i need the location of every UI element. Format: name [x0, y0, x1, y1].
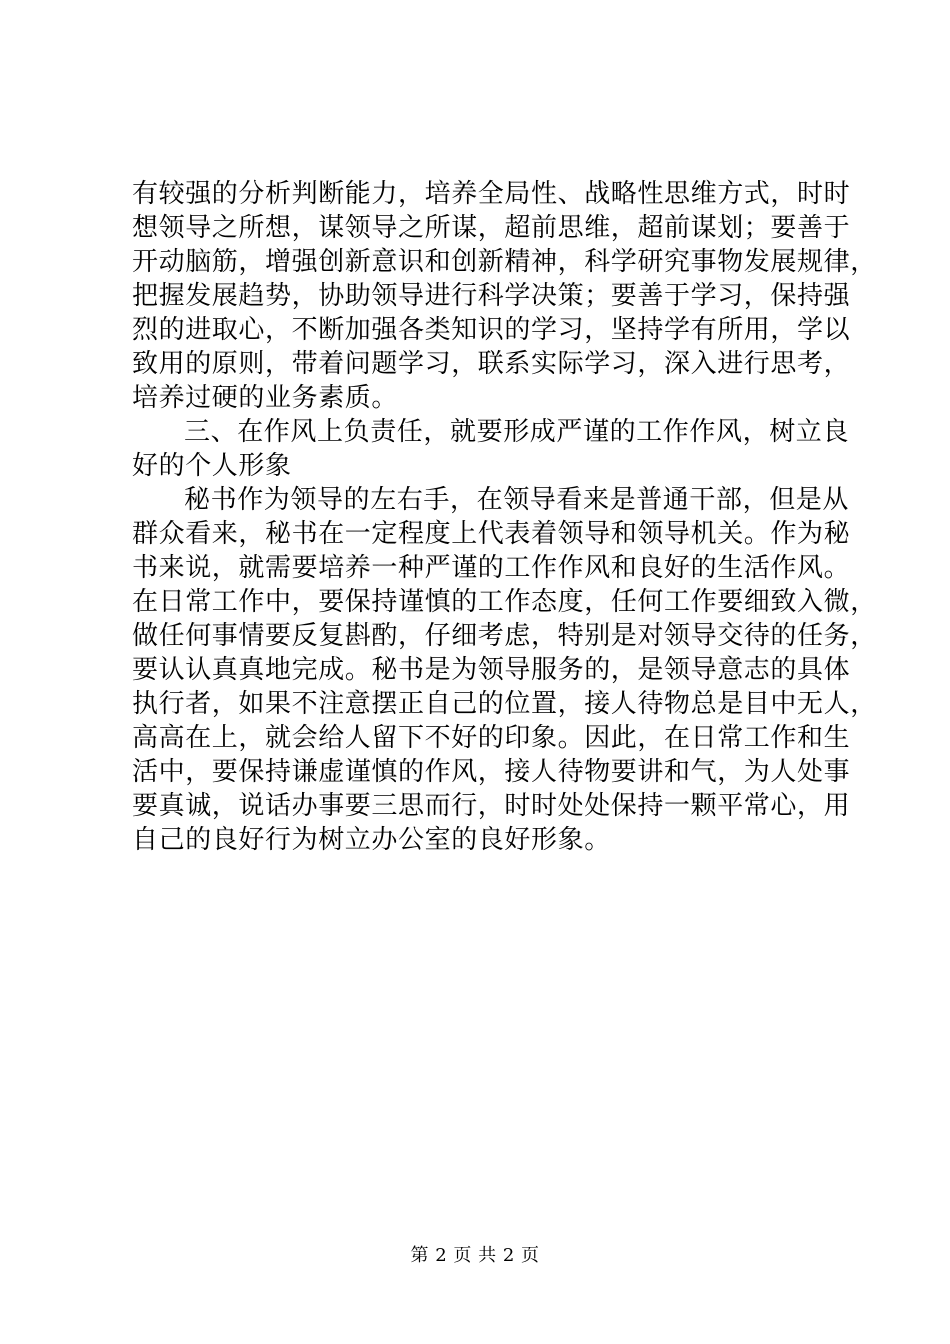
body-line: 把握发展趋势，协助领导进行科学决策；要善于学习，保持强 [132, 281, 851, 311]
body-line: 有较强的分析判断能力，培养全局性、战略性思维方式，时时 [132, 179, 851, 209]
section-heading-line: 三、在作风上负责任，就要形成严谨的工作作风，树立良 [184, 417, 850, 447]
body-line: 执行者，如果不注意摆正自己的位置，接人待物总是目中无人， [132, 689, 877, 719]
body-line: 要真诚，说话办事要三思而行，时时处处保持一颗平常心，用 [132, 791, 851, 821]
page-number-footer: 第 2 页 共 2 页 [410, 1245, 540, 1266]
body-line: 做任何事情要反复斟酌，仔细考虑，特别是对领导交待的任务， [132, 621, 877, 651]
body-line: 活中，要保持谦虚谨慎的作风，接人待物要讲和气，为人处事 [132, 757, 851, 787]
body-line: 烈的进取心，不断加强各类知识的学习，坚持学有所用，学以 [132, 315, 851, 345]
body-line: 培养过硬的业务素质。 [132, 383, 399, 413]
body-line: 开动脑筋，增强创新意识和创新精神，科学研究事物发展规律， [132, 247, 877, 277]
body-line: 自己的良好行为树立办公室的良好形象。 [132, 825, 611, 855]
body-line: 致用的原则，带着问题学习，联系实际学习，深入进行思考， [132, 349, 851, 379]
body-line: 群众看来，秘书在一定程度上代表着领导和领导机关。作为秘 [132, 519, 851, 549]
body-line: 要认认真真地完成。秘书是为领导服务的，是领导意志的具体 [132, 655, 851, 685]
body-line: 高高在上，就会给人留下不好的印象。因此，在日常工作和生 [132, 723, 851, 753]
body-line: 书来说，就需要培养一种严谨的工作作风和良好的生活作风。 [132, 553, 851, 583]
body-line: 想领导之所想，谋领导之所谋，超前思维，超前谋划；要善于 [132, 213, 851, 243]
body-line: 在日常工作中，要保持谨慎的工作态度，任何工作要细致入微， [132, 587, 877, 617]
section-heading-line: 好的个人形象 [132, 451, 292, 481]
body-line: 秘书作为领导的左右手，在领导看来是普通干部，但是从 [184, 485, 850, 515]
